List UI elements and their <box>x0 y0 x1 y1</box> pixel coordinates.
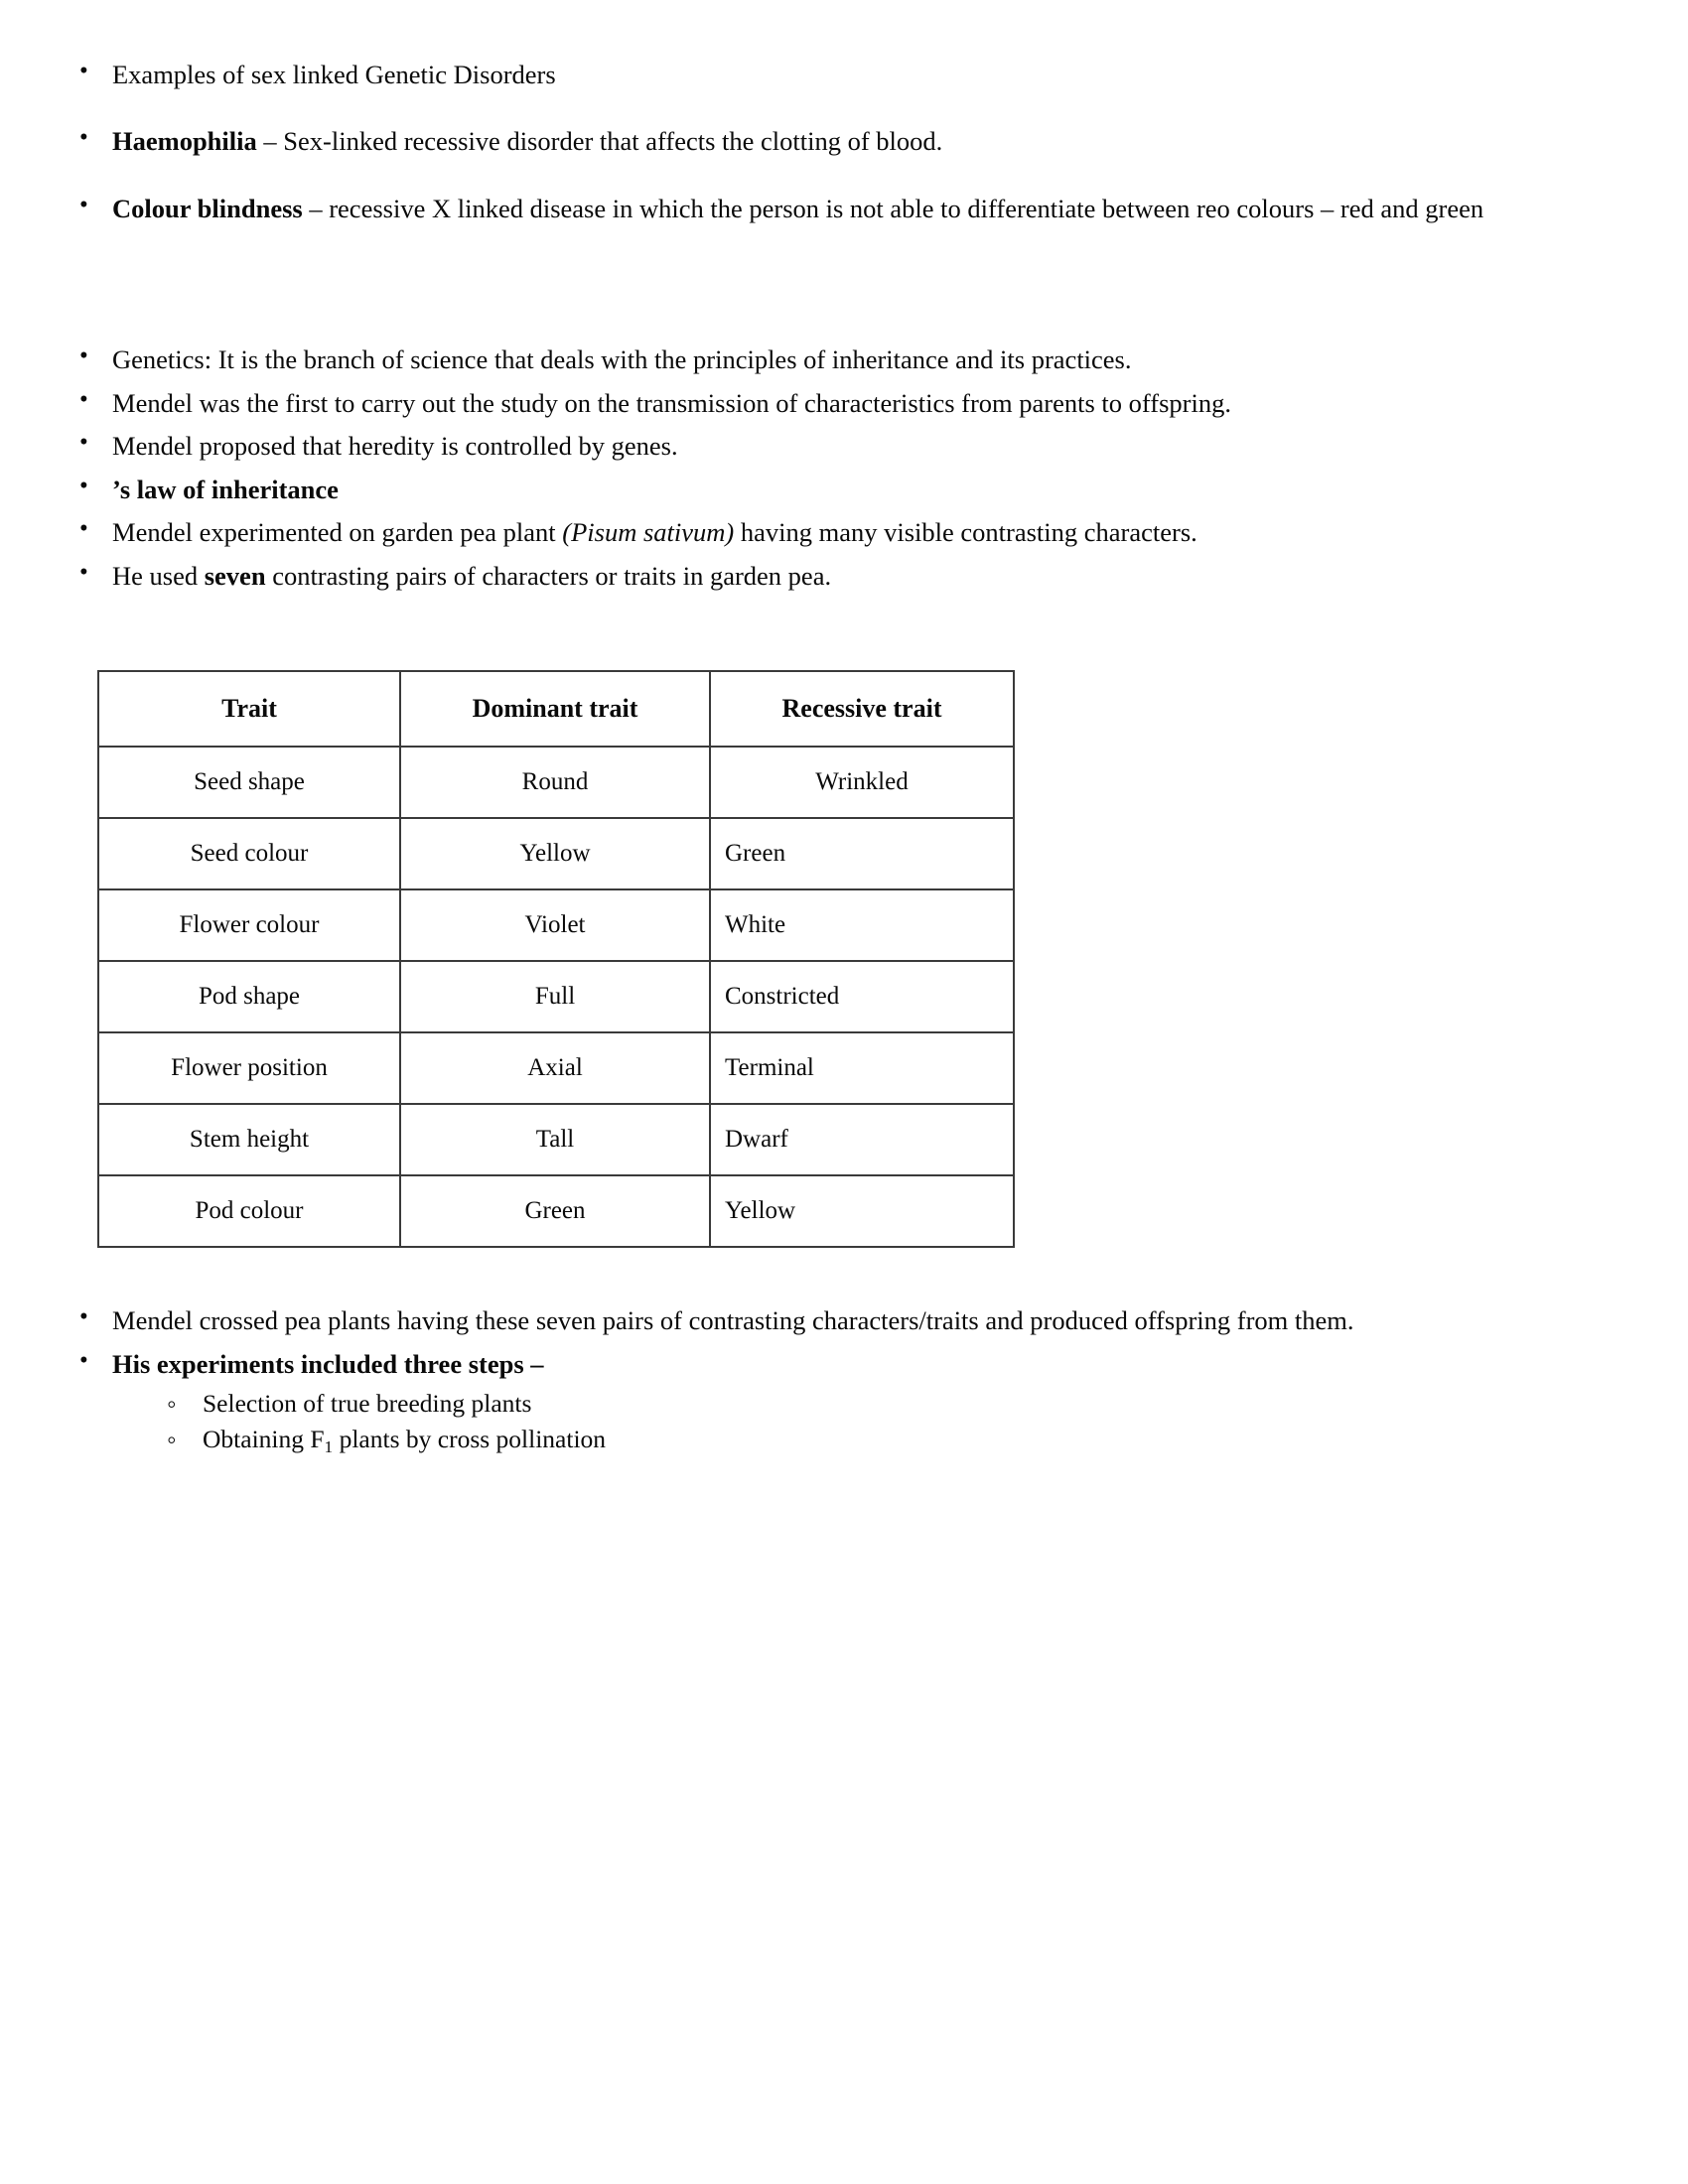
cell-recessive: White <box>710 889 1014 961</box>
pea-plant-scientific-name: (Pisum sativum) <box>562 517 735 548</box>
cell-dominant: Full <box>400 961 710 1032</box>
pea-plant-text-before: Mendel experimented on garden pea plant <box>112 517 563 548</box>
list-item-pea-plant <box>70 515 1618 549</box>
cell-dominant: Round <box>400 747 710 818</box>
traits-table-body <box>98 747 1014 1247</box>
cell-trait: Flower colour <box>98 889 400 961</box>
section-spacer-3 <box>70 1248 1618 1303</box>
cell-trait: Seed shape <box>98 747 400 818</box>
mendel-heredity-text: Mendel proposed that heredity is controlled by genes. <box>112 431 678 462</box>
column-header-recessive: Recessive trait <box>710 671 1014 747</box>
traits-table-head <box>98 671 1014 747</box>
section-spacer-1 <box>70 225 1618 342</box>
list-item-colour-blindness <box>70 192 1618 225</box>
list-item-mendel-heredity <box>70 429 1618 463</box>
list-item-haemophilia <box>70 124 1618 158</box>
cell-dominant: Violet <box>400 889 710 961</box>
list-item-three-steps <box>70 1347 1618 1459</box>
sub-list-item-f1-cross <box>167 1422 1618 1460</box>
cell-trait: Flower position <box>98 1032 400 1104</box>
term-haemophilia: Haemophilia <box>112 126 257 157</box>
section-spacer-2 <box>70 593 1618 670</box>
table-row <box>98 818 1014 889</box>
cell-trait: Seed colour <box>98 818 400 889</box>
cell-dominant: Green <box>400 1175 710 1247</box>
three-steps-heading: His experiments included three steps – <box>112 1349 544 1380</box>
cell-recessive: Wrinkled <box>710 747 1014 818</box>
traits-table-wrapper <box>97 670 1013 1248</box>
table-row <box>98 889 1014 961</box>
table-row <box>98 1104 1014 1175</box>
seven-emphasis: seven <box>204 560 266 591</box>
table-row <box>98 1032 1014 1104</box>
cell-recessive: Terminal <box>710 1032 1014 1104</box>
list-item-seven-pairs <box>70 559 1618 593</box>
cell-trait: Stem height <box>98 1104 400 1175</box>
cell-trait: Pod shape <box>98 961 400 1032</box>
cell-recessive: Green <box>710 818 1014 889</box>
list-item-genetics-definition <box>70 342 1618 376</box>
pea-plant-text-after: having many visible contrasting characters. <box>734 517 1197 548</box>
cell-dominant: Axial <box>400 1032 710 1104</box>
mendel-first-text: Mendel was the first to carry out the study on the transmission of characteristics from parents to offspring. <box>112 387 1231 418</box>
experiment-steps-sublist <box>112 1386 1618 1460</box>
mendel-crossed-text: Mendel crossed pea plants having these seven pairs of contrasting characters/traits and produced offspring from them. <box>112 1304 1354 1335</box>
cell-dominant: Yellow <box>400 818 710 889</box>
list-item-mendel-crossed <box>70 1303 1618 1337</box>
cell-trait: Pod colour <box>98 1175 400 1247</box>
cell-recessive: Constricted <box>710 961 1014 1032</box>
step-selection-text: Selection of true breeding plants <box>203 1388 532 1418</box>
cell-recessive: Yellow <box>710 1175 1014 1247</box>
seven-pairs-text-after: contrasting pairs of characters or traits in garden pea. <box>265 560 832 591</box>
definition-colour-blindness: – recessive X linked disease in which the person is not able to differentiate between reo colours – red and green <box>302 193 1484 223</box>
list-item-law-of-inheritance <box>70 473 1618 506</box>
column-header-trait: Trait <box>98 671 400 747</box>
cell-recessive: Dwarf <box>710 1104 1014 1175</box>
list-item-mendel-first <box>70 386 1618 420</box>
definition-haemophilia: – Sex-linked recessive disorder that affects the clotting of blood. <box>256 126 943 157</box>
genetics-definition-text: Genetics: It is the branch of science that deals with the principles of inheritance and its practices. <box>112 344 1132 375</box>
cell-dominant: Tall <box>400 1104 710 1175</box>
step-f1-text-after: plants by cross pollination <box>333 1425 607 1454</box>
step-f1-subscript: 1 <box>324 1437 334 1457</box>
table-row <box>98 747 1014 818</box>
seven-pairs-text-before: He used <box>112 560 205 591</box>
bullet-text-examples: Examples of sex linked Genetic Disorders <box>112 60 556 89</box>
genetics-basics-list <box>70 342 1618 593</box>
table-header-row <box>98 671 1014 747</box>
column-header-dominant: Dominant trait <box>400 671 710 747</box>
sub-list-item-selection <box>167 1386 1618 1422</box>
table-row <box>98 961 1014 1032</box>
table-row <box>98 1175 1014 1247</box>
sex-linked-disorders-list <box>70 58 1618 225</box>
list-item-examples-sex-linked <box>70 58 1618 91</box>
step-f1-text-before: Obtaining F <box>203 1425 325 1454</box>
traits-table <box>97 670 1015 1248</box>
law-of-inheritance-heading: ’s law of inheritance <box>112 474 339 504</box>
experiments-list <box>70 1303 1618 1460</box>
term-colour-blindness: Colour blindness <box>112 193 303 223</box>
